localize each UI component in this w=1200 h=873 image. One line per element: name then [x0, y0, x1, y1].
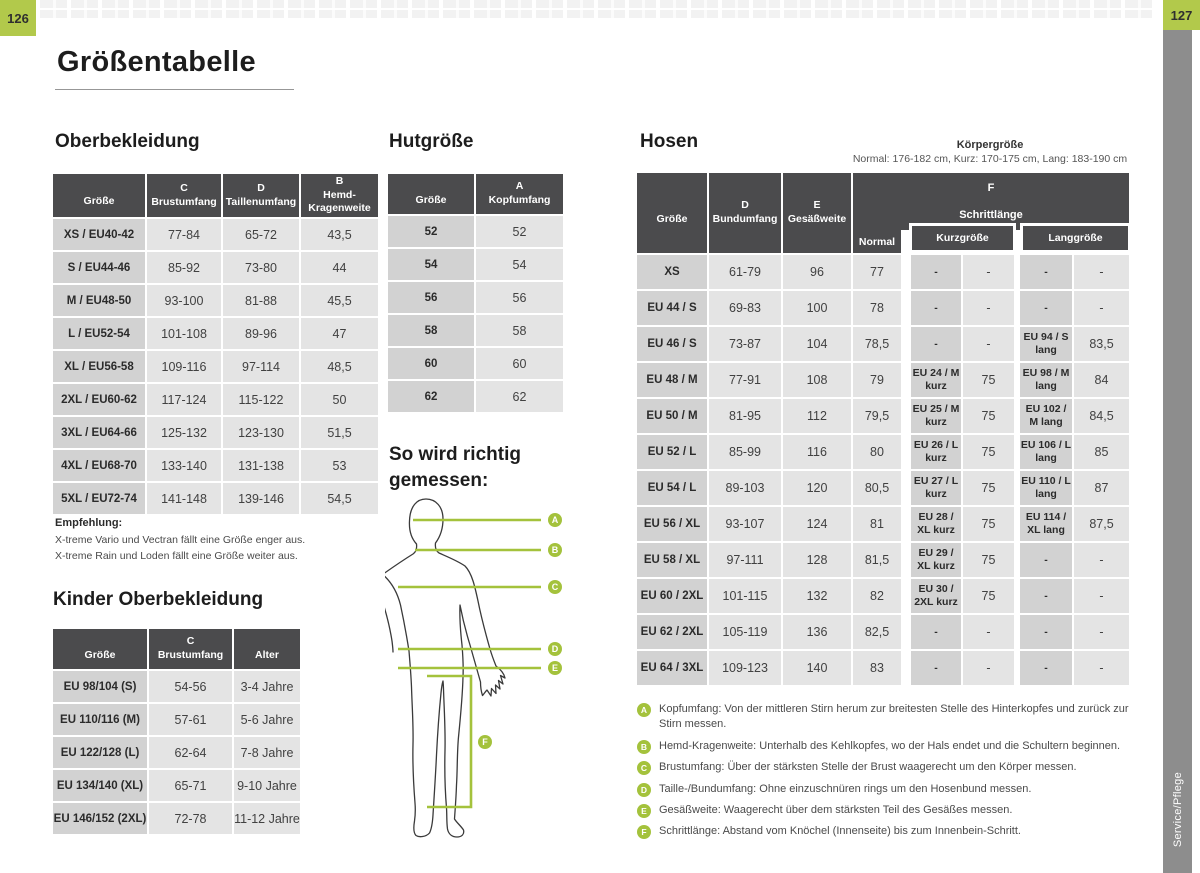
table-cell: 47: [301, 318, 378, 349]
table-row: [637, 363, 1129, 397]
marker-letter: F: [482, 737, 488, 747]
table-cell: 65-72: [223, 219, 299, 250]
table-cell: EU 27 / L kurz: [911, 471, 961, 505]
table-cell: M / EU48-50: [53, 285, 145, 316]
table-cell: 112: [783, 399, 851, 433]
table-cell: EU 62 / 2XL: [637, 615, 707, 649]
table-cell: -: [911, 255, 961, 289]
table-body: [388, 216, 563, 412]
legend-marker-e: E: [637, 804, 651, 818]
table-cell: 48,5: [301, 351, 378, 382]
koerpergroesse-info: Normal: 176-182 cm, Kurz: 170-175 cm, Lang: 183-190 cm: [852, 153, 1128, 165]
legend-marker-c: C: [637, 761, 651, 775]
page-number-left: 126: [0, 0, 36, 36]
marker-letter: A: [551, 515, 559, 525]
table-cell: 140: [783, 651, 851, 685]
empfehlung-note: [55, 517, 385, 565]
column-label: Taillenumfang: [225, 195, 297, 208]
table-cell: 97-114: [223, 351, 299, 382]
table-row: [53, 417, 378, 448]
table-row: [637, 399, 1129, 433]
table-cell: EU 48 / M: [637, 363, 707, 397]
table-cell: -: [1074, 291, 1129, 325]
table-cell: EU 30 / 2XL kurz: [911, 579, 961, 613]
table-cell: -: [1020, 543, 1072, 577]
table-cell: 93-100: [147, 285, 221, 316]
column-label: Alter: [255, 648, 279, 661]
table-cell: 80,5: [853, 471, 901, 505]
table-cell: 89-96: [223, 318, 299, 349]
page-number-right: 127: [1163, 0, 1200, 30]
table-cell: 133-140: [147, 450, 221, 481]
koerpergroesse-note: [850, 139, 1130, 165]
table-cell: 57-61: [149, 704, 232, 735]
table-cell: 62-64: [149, 737, 232, 768]
table-header-row: [53, 174, 378, 217]
table-cell: -: [963, 327, 1014, 361]
section-heading-kinder: Kinder Oberbekleidung: [53, 589, 264, 610]
column-label: Brustumfang: [151, 195, 217, 208]
table-cell: 100: [783, 291, 851, 325]
table-cell: 61-79: [709, 255, 781, 289]
column-label: Größe: [83, 195, 115, 208]
table-cell: 51,5: [301, 417, 378, 448]
page-title: Größentabelle: [55, 46, 294, 90]
table-cell: -: [1020, 579, 1072, 613]
table-row: [388, 381, 563, 412]
table-cell: 78,5: [853, 327, 901, 361]
table-cell: -: [1074, 615, 1129, 649]
table-cell: 75: [963, 543, 1014, 577]
table-row: [53, 384, 378, 415]
column-header: [709, 173, 781, 253]
table-row: [53, 737, 300, 768]
table-cell: -: [911, 291, 961, 325]
note-line: X-treme Vario und Vectran fällt eine Größe enger aus.: [55, 534, 306, 546]
table-cell: 81-95: [709, 399, 781, 433]
table-cell: EU 94 / S lang: [1020, 327, 1072, 361]
table-cell: 132: [783, 579, 851, 613]
table-cell: 101-108: [147, 318, 221, 349]
section-sidebar: [1163, 30, 1192, 873]
column-letter: F: [987, 182, 995, 194]
oberbekleidung-table: [53, 174, 378, 514]
table-cell: 75: [963, 399, 1014, 433]
table-cell: 131-138: [223, 450, 299, 481]
legend-marker-f: F: [637, 825, 651, 839]
column-header: [853, 173, 1129, 230]
table-row: [388, 282, 563, 313]
table-cell: 83,5: [1074, 327, 1129, 361]
table-cell: 79,5: [853, 399, 901, 433]
table-row: [53, 450, 378, 481]
table-cell: 104: [783, 327, 851, 361]
column-header: [223, 174, 299, 217]
table-cell: 82,5: [853, 615, 901, 649]
table-cell: 109-116: [147, 351, 221, 382]
table-cell: 87: [1074, 471, 1129, 505]
table-row: [388, 348, 563, 379]
column-header: [637, 173, 707, 253]
column-label: Größe: [415, 193, 447, 206]
column-header: [149, 629, 232, 669]
table-cell: 123-130: [223, 417, 299, 448]
table-row: [53, 252, 378, 283]
column-letter: C: [180, 181, 188, 194]
marker-letter: C: [551, 582, 559, 592]
diagram-marker-circles: [478, 513, 562, 749]
measurement-legend: [637, 702, 1145, 846]
table-cell: EU 98/104 (S): [53, 671, 147, 702]
table-cell: 117-124: [147, 384, 221, 415]
table-cell: 2XL / EU60-62: [53, 384, 145, 415]
table-cell: EU 26 / L kurz: [911, 435, 961, 469]
column-letter: D: [741, 199, 749, 212]
column-header: [783, 173, 851, 253]
table-cell: EU 98 / M lang: [1020, 363, 1072, 397]
table-row: [637, 543, 1129, 577]
section-heading-hut: Hutgröße: [389, 131, 474, 152]
table-cell: 85: [1074, 435, 1129, 469]
column-letter: D: [257, 181, 265, 194]
section-heading-oberbekleidung: Oberbekleidung: [55, 131, 200, 152]
table-cell: 79: [853, 363, 901, 397]
table-cell: 141-148: [147, 483, 221, 514]
table-cell: 81-88: [223, 285, 299, 316]
koerpergroesse-title: Körpergröße: [956, 139, 1024, 151]
legend-text: Schrittlänge: Abstand vom Knöchel (Innenseite) bis zum Innenbein-Schritt.: [659, 825, 1021, 838]
column-label: Brustumfang: [157, 649, 224, 661]
table-cell: EU 60 / 2XL: [637, 579, 707, 613]
table-cell: EU 110 / L lang: [1020, 471, 1072, 505]
table-cell: 81,5: [853, 543, 901, 577]
table-cell: -: [1020, 255, 1072, 289]
table-cell: 75: [963, 507, 1014, 541]
table-cell: 9-10 Jahre: [234, 770, 300, 801]
table-cell: 54: [388, 249, 474, 280]
table-cell: 77-84: [147, 219, 221, 250]
table-cell: 60: [476, 348, 563, 379]
table-row: [637, 435, 1129, 469]
table-cell: XS / EU40-42: [53, 219, 145, 250]
table-cell: 84,5: [1074, 399, 1129, 433]
legend-text: Gesäßweite: Waagerecht über dem stärksten Teil des Gesäßes messen.: [659, 803, 1013, 816]
body-measurement-diagram: [385, 485, 575, 873]
column-header: [234, 629, 300, 669]
column-label: Bundumfang: [712, 213, 778, 225]
table-cell: EU 44 / S: [637, 291, 707, 325]
table-cell: EU 106 / L lang: [1020, 435, 1072, 469]
table-cell: EU 146/152 (2XL): [53, 803, 147, 834]
table-cell: 54,5: [301, 483, 378, 514]
table-cell: -: [911, 327, 961, 361]
table-cell: -: [1074, 543, 1129, 577]
table-row: [637, 579, 1129, 613]
table-cell: 4XL / EU68-70: [53, 450, 145, 481]
table-cell: -: [1074, 651, 1129, 685]
table-cell: 96: [783, 255, 851, 289]
table-cell: 53: [301, 450, 378, 481]
legend-marker-a: A: [637, 703, 651, 717]
table-row: [637, 255, 1129, 289]
subcolumn-header-normal: Normal: [853, 230, 901, 253]
legend-text: Brustumfang: Über der stärksten Stelle der Brust waagerecht um den Körper messen.: [659, 761, 1077, 774]
table-cell: EU 134/140 (XL): [53, 770, 147, 801]
column-label: Hemd-Kragenweite: [308, 188, 371, 215]
table-row: [53, 803, 300, 834]
table-row: [53, 671, 300, 702]
table-row: [637, 327, 1129, 361]
column-letter: E: [813, 199, 821, 212]
column-header: [388, 174, 474, 214]
table-cell: -: [1020, 615, 1072, 649]
table-row: [53, 770, 300, 801]
table-cell: 77-91: [709, 363, 781, 397]
table-cell: 85-99: [709, 435, 781, 469]
table-header-row: [637, 173, 1129, 253]
table-cell: 54: [476, 249, 563, 280]
column-header: [53, 174, 145, 217]
table-cell: L / EU52-54: [53, 318, 145, 349]
column-letter: B: [335, 175, 344, 188]
kinder-table: [53, 629, 300, 834]
column-label: Größe: [656, 212, 688, 225]
table-cell: 97-111: [709, 543, 781, 577]
table-cell: EU 24 / M kurz: [911, 363, 961, 397]
column-header: [53, 629, 147, 669]
legend-marker-b: B: [637, 740, 651, 754]
table-cell: 108: [783, 363, 851, 397]
table-cell: -: [963, 615, 1014, 649]
table-cell: 75: [963, 435, 1014, 469]
table-cell: EU 52 / L: [637, 435, 707, 469]
table-cell: S / EU44-46: [53, 252, 145, 283]
table-cell: 82: [853, 579, 901, 613]
body-silhouette-figure: [385, 485, 575, 873]
table-row: [637, 615, 1129, 649]
table-cell: 81: [853, 507, 901, 541]
table-cell: 85-92: [147, 252, 221, 283]
column-header: [147, 174, 221, 217]
table-cell: 120: [783, 471, 851, 505]
section-heading-messen: So wird richtig gemessen:: [389, 444, 521, 491]
legend-item: [637, 824, 1145, 839]
table-cell: 125-132: [147, 417, 221, 448]
column-label: Größe: [84, 648, 116, 661]
table-cell: EU 122/128 (L): [53, 737, 147, 768]
marker-letter: D: [551, 644, 559, 654]
table-body: [53, 219, 378, 514]
table-cell: 136: [783, 615, 851, 649]
table-cell: 89-103: [709, 471, 781, 505]
table-cell: -: [963, 255, 1014, 289]
table-cell: 62: [388, 381, 474, 412]
table-cell: 80: [853, 435, 901, 469]
table-cell: 75: [963, 363, 1014, 397]
table-cell: 62: [476, 381, 563, 412]
table-cell: 78: [853, 291, 901, 325]
legend-text: Kopfumfang: Von der mittleren Stirn herum zur breitesten Stelle des Hinterkopfes und zurück zur Stirn messen.: [659, 703, 1129, 731]
table-cell: 65-71: [149, 770, 232, 801]
table-cell: EU 56 / XL: [637, 507, 707, 541]
legend-item: [637, 760, 1145, 775]
table-cell: 52: [388, 216, 474, 247]
table-cell: -: [911, 615, 961, 649]
note-title: Empfehlung:: [55, 517, 123, 529]
column-label: Kopfumfang: [488, 194, 551, 206]
column-letter: A: [515, 180, 524, 193]
table-cell: -: [911, 651, 961, 685]
legend-item: [637, 739, 1145, 754]
schrittlaenge-header-group: [853, 173, 1129, 253]
table-body: [53, 671, 300, 834]
table-cell: 75: [963, 579, 1014, 613]
table-cell: EU 102 / M lang: [1020, 399, 1072, 433]
table-cell: 50: [301, 384, 378, 415]
table-cell: 73-87: [709, 327, 781, 361]
legend-marker-d: D: [637, 783, 651, 797]
table-cell: 58: [476, 315, 563, 346]
table-cell: EU 54 / L: [637, 471, 707, 505]
table-cell: 75: [963, 471, 1014, 505]
table-cell: 139-146: [223, 483, 299, 514]
legend-text: Taille-/Bundumfang: Ohne einzuschnüren rings um den Hosenbund messen.: [659, 782, 1032, 795]
table-row: [637, 471, 1129, 505]
table-cell: 58: [388, 315, 474, 346]
marker-letter: E: [551, 663, 559, 673]
table-cell: 83: [853, 651, 901, 685]
table-cell: 11-12 Jahre: [234, 803, 300, 834]
table-row: [53, 483, 378, 514]
table-row: [388, 216, 563, 247]
table-header-row: [53, 629, 300, 669]
table-row: [53, 318, 378, 349]
table-cell: EU 114 / XL lang: [1020, 507, 1072, 541]
marker-letter: B: [551, 545, 559, 555]
table-cell: EU 25 / M kurz: [911, 399, 961, 433]
table-cell: 7-8 Jahre: [234, 737, 300, 768]
table-cell: 52: [476, 216, 563, 247]
table-cell: -: [1074, 255, 1129, 289]
legend-item: [637, 803, 1145, 818]
table-row: [388, 315, 563, 346]
column-letter: C: [186, 635, 195, 648]
legend-item: [637, 702, 1145, 733]
hosen-table: [637, 173, 1129, 685]
table-cell: EU 29 / XL kurz: [911, 543, 961, 577]
subcolumn-header-langgroesse: Langgröße: [1020, 223, 1131, 253]
table-row: [53, 351, 378, 382]
table-cell: 84: [1074, 363, 1129, 397]
subcolumn-header-kurzgroesse: Kurzgröße: [909, 223, 1016, 253]
table-row: [637, 651, 1129, 685]
table-cell: 77: [853, 255, 901, 289]
table-row: [53, 285, 378, 316]
column-header: [476, 174, 563, 214]
table-cell: 44: [301, 252, 378, 283]
legend-item: [637, 782, 1145, 797]
table-cell: EU 110/116 (M): [53, 704, 147, 735]
note-line: X-treme Rain und Loden fällt eine Größe weiter aus.: [55, 550, 298, 563]
table-row: [637, 507, 1129, 541]
table-cell: 54-56: [149, 671, 232, 702]
column-label: Gesäßweite: [787, 213, 847, 225]
decorative-top-pattern: [40, 0, 1156, 18]
legend-text: Hemd-Kragenweite: Unterhalb des Kehlkopfes, wo der Hals endet und die Schultern beginnen.: [659, 739, 1121, 752]
table-cell: 124: [783, 507, 851, 541]
table-cell: 116: [783, 435, 851, 469]
table-cell: XS: [637, 255, 707, 289]
hut-table: [388, 174, 563, 412]
table-cell: 128: [783, 543, 851, 577]
table-header-row: [388, 174, 563, 214]
table-cell: 56: [388, 282, 474, 313]
table-cell: 109-123: [709, 651, 781, 685]
table-cell: 43,5: [301, 219, 378, 250]
table-cell: 5-6 Jahre: [234, 704, 300, 735]
table-cell: -: [1074, 579, 1129, 613]
table-cell: -: [1020, 291, 1072, 325]
section-heading-hosen: Hosen: [640, 131, 699, 152]
table-cell: EU 46 / S: [637, 327, 707, 361]
table-cell: 56: [476, 282, 563, 313]
table-cell: 3XL / EU64-66: [53, 417, 145, 448]
sidebar-section-label: Service/Pflege: [1171, 771, 1184, 847]
table-cell: -: [963, 651, 1014, 685]
table-cell: EU 28 / XL kurz: [911, 507, 961, 541]
column-header: [301, 174, 378, 217]
table-cell: 69-83: [709, 291, 781, 325]
table-row: [53, 704, 300, 735]
table-cell: -: [1020, 651, 1072, 685]
table-cell: EU 50 / M: [637, 399, 707, 433]
column-label: Schrittlänge: [959, 209, 1023, 221]
table-cell: XL / EU56-58: [53, 351, 145, 382]
table-row: [53, 219, 378, 250]
table-body: [637, 255, 1129, 685]
table-cell: 3-4 Jahre: [234, 671, 300, 702]
table-cell: EU 64 / 3XL: [637, 651, 707, 685]
table-cell: 105-119: [709, 615, 781, 649]
table-cell: EU 58 / XL: [637, 543, 707, 577]
table-cell: -: [963, 291, 1014, 325]
table-cell: 72-78: [149, 803, 232, 834]
table-cell: 101-115: [709, 579, 781, 613]
table-cell: 93-107: [709, 507, 781, 541]
table-row: [637, 291, 1129, 325]
table-cell: 87,5: [1074, 507, 1129, 541]
table-cell: 5XL / EU72-74: [53, 483, 145, 514]
table-cell: 73-80: [223, 252, 299, 283]
table-cell: 60: [388, 348, 474, 379]
table-row: [388, 249, 563, 280]
table-cell: 115-122: [223, 384, 299, 415]
table-cell: 45,5: [301, 285, 378, 316]
